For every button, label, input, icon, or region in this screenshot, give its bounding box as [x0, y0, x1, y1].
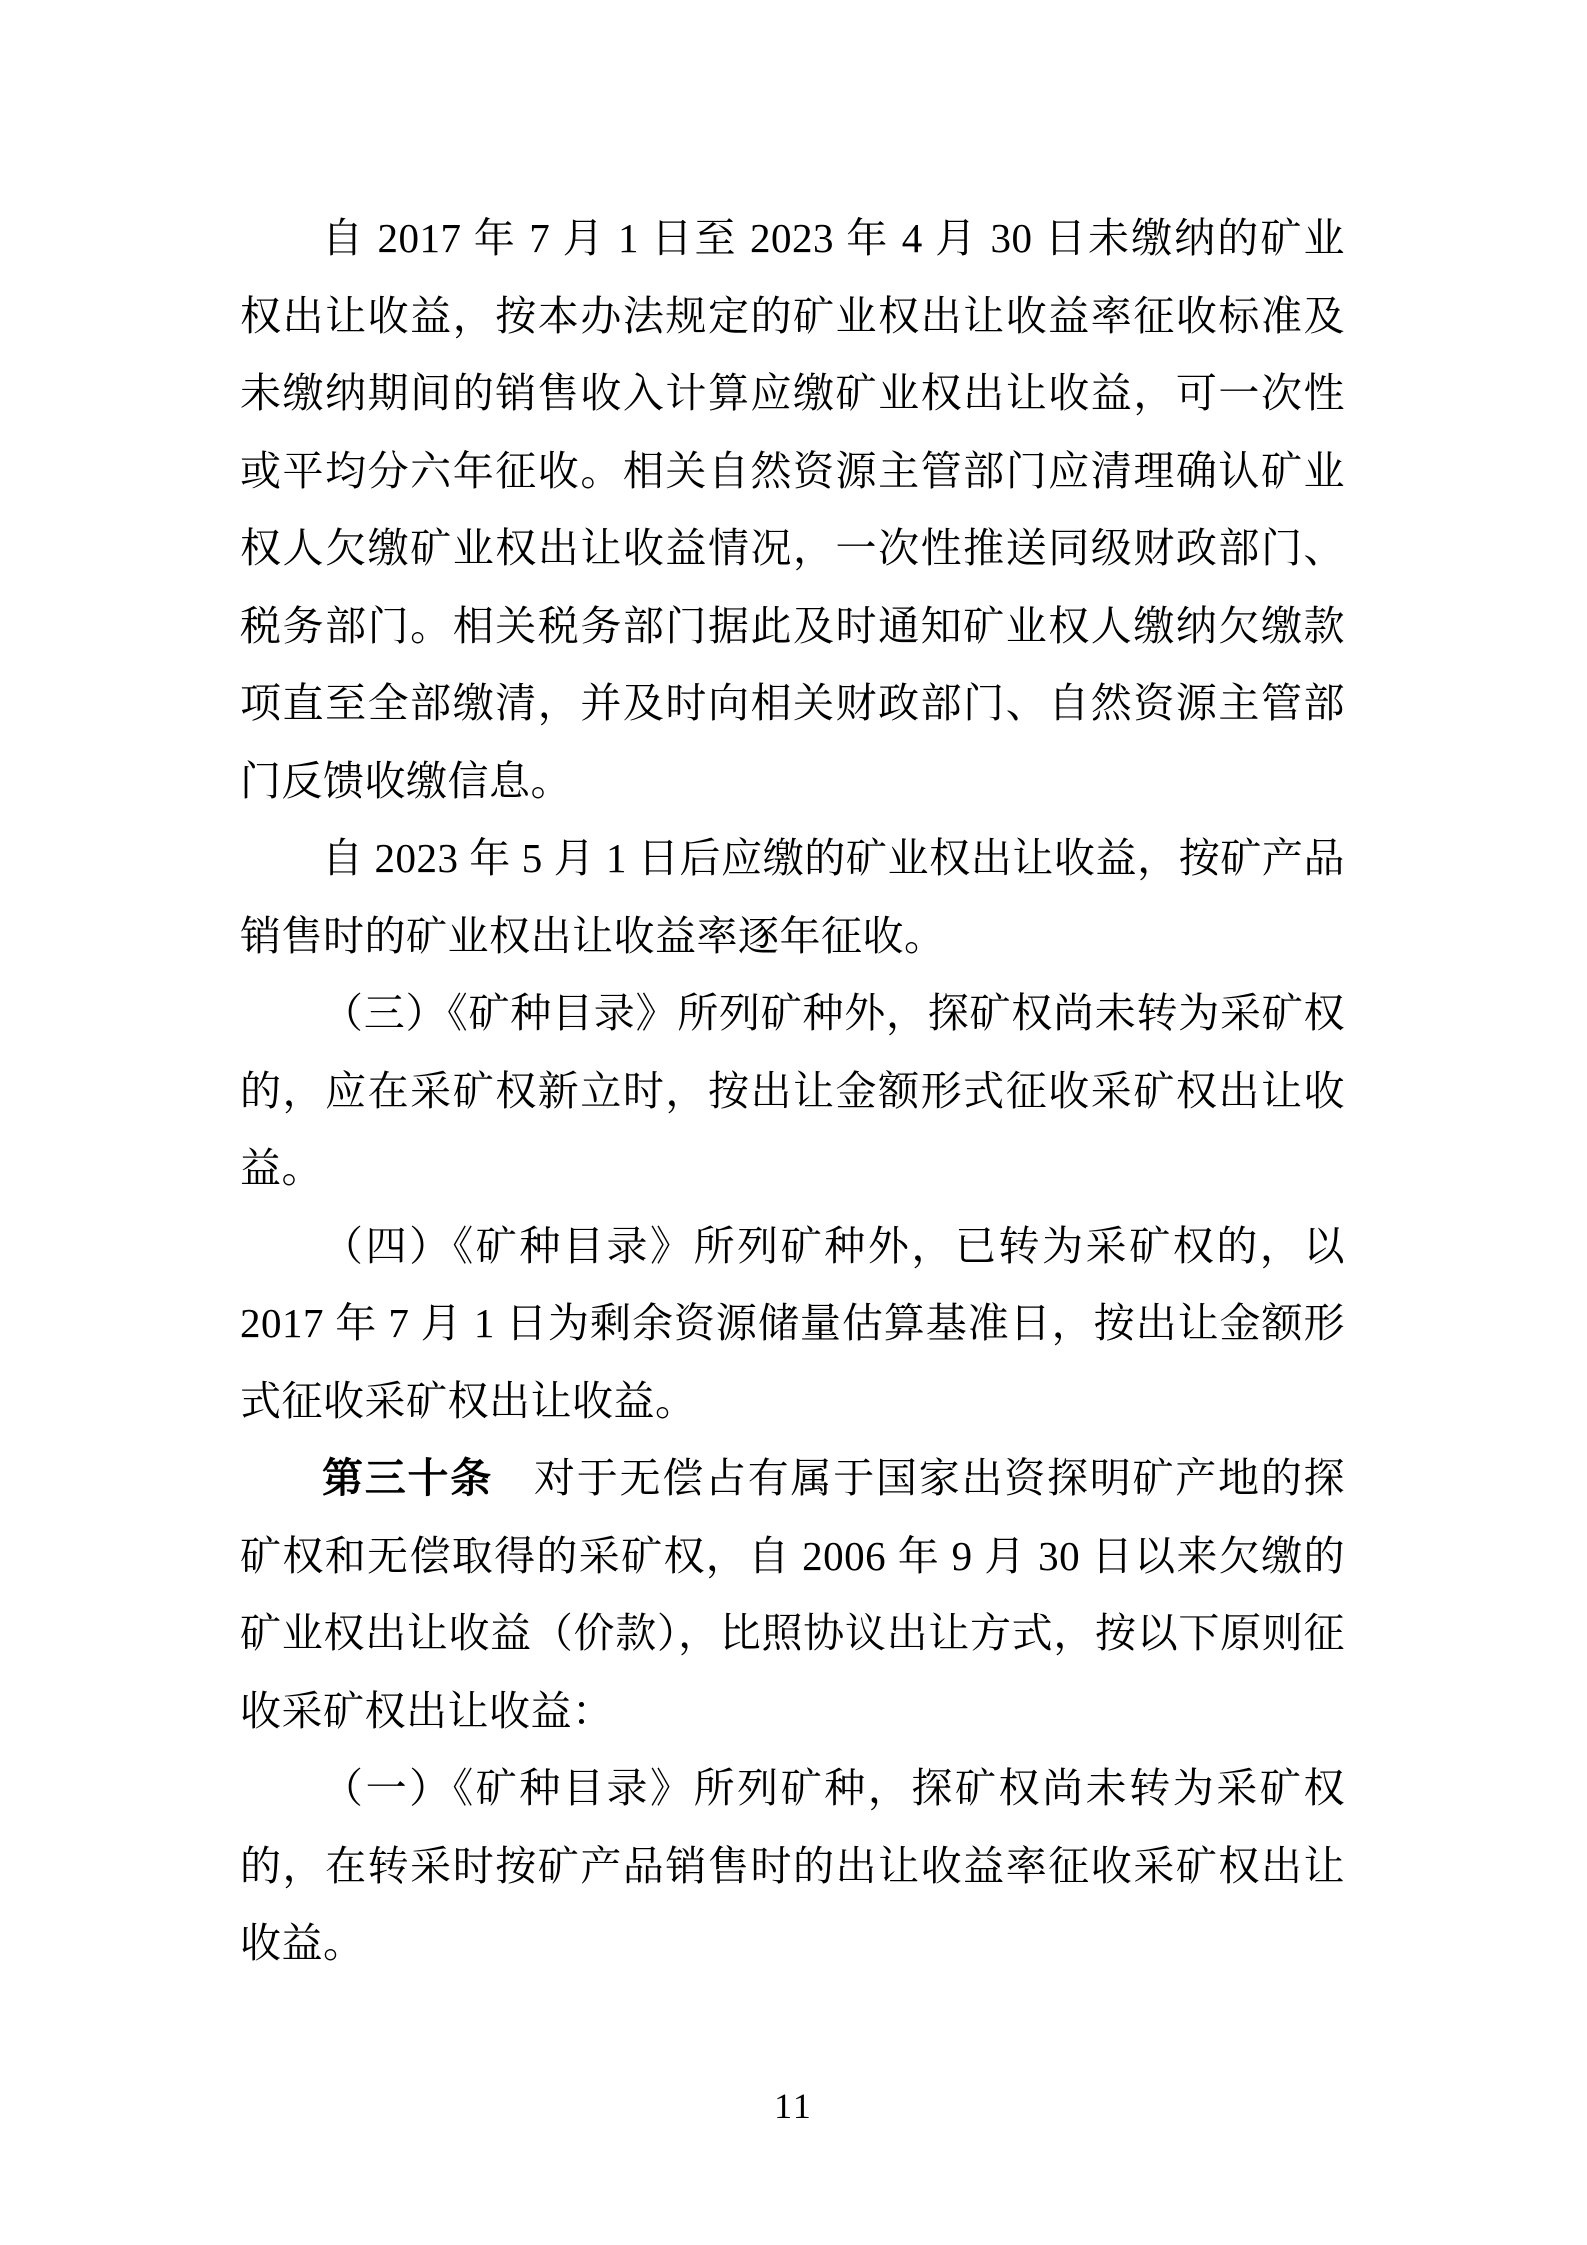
- document-body: [240, 200, 1345, 1983]
- article-number-label: 第三十条: [322, 1455, 493, 1501]
- body-paragraph-3-clause-three: （三）《矿种目录》所列矿种外，探矿权尚未转为采矿权的，应在采矿权新立时，按出让金额形式征收采矿权出让收益。: [240, 990, 1345, 1191]
- article-30-text: 对于无偿占有属于国家出资探明矿产地的探矿权和无偿取得的采矿权，自 2006 年 9 月 30 日以来欠缴的矿业权出让收益（价款），比照协议出让方式，按以下原则征收采矿权出让收益：: [240, 1455, 1345, 1734]
- page-number: 11: [774, 2086, 813, 2126]
- body-paragraph-2: 自 2023 年 5 月 1 日后应缴的矿业权出让收益，按矿产品销售时的矿业权出让收益率逐年征收。: [240, 835, 1345, 959]
- body-paragraph-1: 自 2017 年 7 月 1 日至 2023 年 4 月 30 日未缴纳的矿业权出让收益，按本办法规定的矿业权出让收益率征收标准及未缴纳期间的销售收入计算应缴矿业权出让收益，可一次性或平均分六年征收。相关自然资源主管部门应清理确认矿业权人欠缴矿业权出让收益情况，一次性推送同级财政部门、税务部门。相关税务部门据此及时通知矿业权人缴纳欠缴款项直至全部缴清，并及时向相关财政部门、自然资源主管部门反馈收缴信息。: [240, 215, 1345, 804]
- body-paragraph-4-clause-four: （四）《矿种目录》所列矿种外，已转为采矿权的，以 2017 年 7 月 1 日为剩余资源储量估算基准日，按出让金额形式征收采矿权出让收益。: [240, 1222, 1345, 1424]
- body-paragraph-5-article-30: [240, 1440, 1345, 1750]
- body-paragraph-6-clause-one: （一）《矿种目录》所列矿种，探矿权尚未转为采矿权的，在转采时按矿产品销售时的出让收益率征收采矿权出让收益。: [240, 1765, 1345, 1966]
